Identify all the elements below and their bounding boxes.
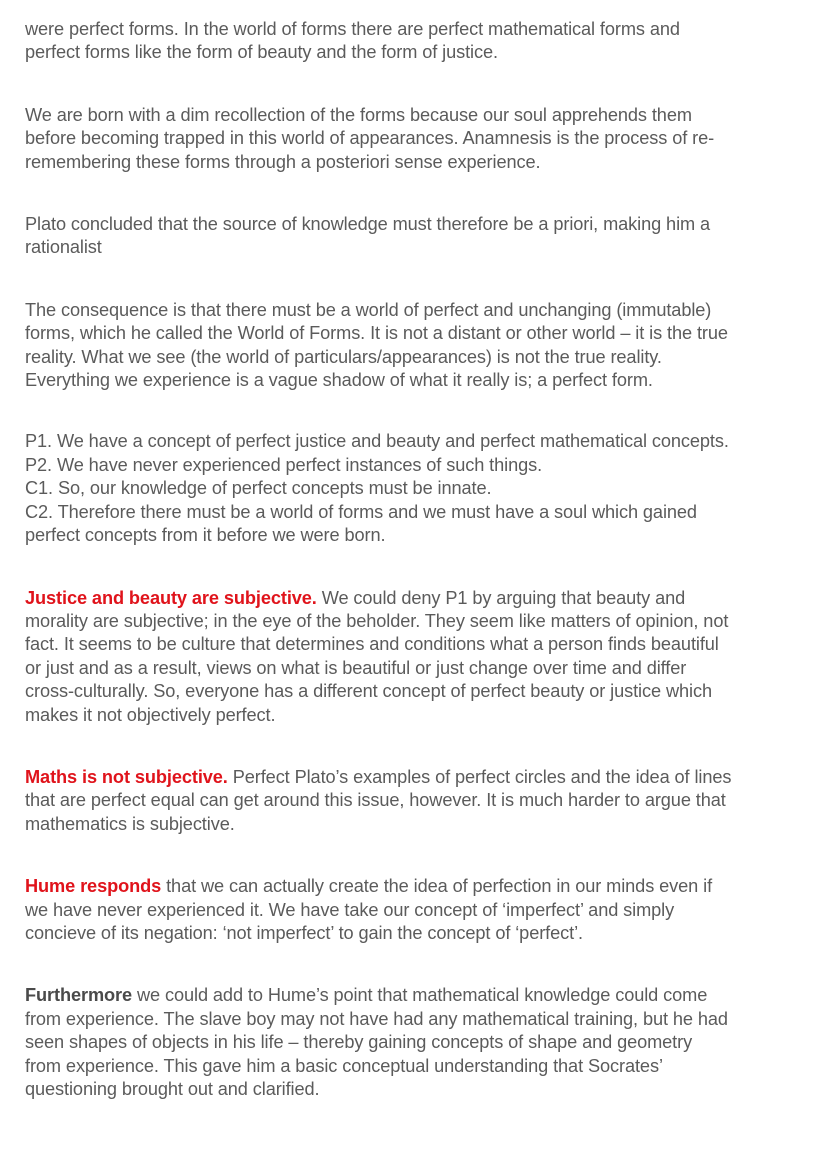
text-line: fact. It seems to be culture that determines and conditions what a person finds beautiful [25, 634, 719, 655]
text-line [25, 984, 815, 1007]
paragraph-subjective-objection [25, 587, 815, 727]
text-line [25, 875, 815, 898]
conclusion-c2: C2. Therefore there must be a world of forms and we must have a soul which gained [25, 501, 697, 522]
document-page [25, 18, 815, 1101]
heading-continuation: that we can actually create the idea of perfection in our minds even if [161, 876, 713, 897]
text-line: questioning brought out and clarified. [25, 1079, 320, 1099]
text-line: We are born with a dim recollection of the forms because our soul apprehends them [25, 104, 692, 125]
text-line: or just and as a result, views on what is beautiful or just change over time and differ [25, 657, 687, 678]
text-line: from experience. This gave him a basic conceptual understanding that Socrates’ [25, 1055, 663, 1076]
heading-continuation: Perfect Plato’s examples of perfect circles and the idea of lines [227, 766, 732, 787]
conclusion-c1: C1. So, our knowledge of perfect concepts must be innate. [25, 478, 492, 499]
paragraph-perfect-forms [25, 18, 815, 65]
heading-furthermore: Furthermore [25, 985, 133, 1006]
heading-hume-responds: Hume responds [25, 876, 162, 897]
text-line: cross-culturally. So, everyone has a different concept of perfect beauty or justice which [25, 681, 712, 702]
text-line: rationalist [25, 237, 102, 258]
paragraph-anamnesis [25, 104, 815, 174]
text-line: makes it not objectively perfect. [25, 704, 276, 725]
heading-continuation: We could deny P1 by arguing that beauty and [316, 587, 686, 608]
text-line: remembering these forms through a posteriori sense experience. [25, 151, 541, 172]
paragraph-world-of-forms [25, 299, 815, 393]
premise-p1: P1. We have a concept of perfect justice and beauty and perfect mathematical concepts. [25, 431, 729, 452]
text-line: perfect concepts from it before we were born. [25, 525, 386, 546]
text-line: concieve of its negation: ‘not imperfect’ to gain the concept of ‘perfect’. [25, 922, 583, 943]
text-line: we have never experienced it. We have take our concept of ‘imperfect’ and simply [25, 899, 675, 920]
heading-continuation: we could add to Hume’s point that mathematical knowledge could come [132, 985, 708, 1006]
text-line: perfect forms like the form of beauty and the form of justice. [25, 42, 498, 63]
heading-justice-beauty-subjective: Justice and beauty are subjective. [25, 587, 317, 608]
text-line: that are perfect equal can get around this issue, however. It is much harder to argue that [25, 790, 726, 811]
text-line [25, 587, 815, 610]
text-line: Everything we experience is a vague shadow of what it really is; a perfect form. [25, 370, 653, 391]
paragraph-rationalist [25, 213, 815, 260]
text-line: before becoming trapped in this world of appearances. Anamnesis is the process of re- [25, 128, 715, 149]
text-line: were perfect forms. In the world of forms there are perfect mathematical forms and [25, 19, 680, 39]
paragraph-furthermore [25, 984, 815, 1101]
text-line: The consequence is that there must be a world of perfect and unchanging (immutable) [25, 299, 712, 320]
premise-p2: P2. We have never experienced perfect instances of such things. [25, 454, 543, 475]
text-line: morality are subjective; in the eye of the beholder. They seem like matters of opinion, not [25, 610, 729, 631]
text-line: from experience. The slave boy may not have had any mathematical training, but he had [25, 1008, 728, 1029]
text-line: seen shapes of objects in his life – thereby gaining concepts of shape and geometry [25, 1032, 693, 1053]
text-line [25, 766, 815, 789]
text-line: forms, which he called the World of Forms. It is not a distant or other world – it is the true [25, 323, 728, 344]
text-line: reality. What we see (the world of particulars/appearances) is not the true reality. [25, 346, 662, 367]
paragraph-maths-not-subjective [25, 766, 815, 836]
paragraph-argument-premises [25, 430, 815, 547]
paragraph-hume-responds [25, 875, 815, 945]
text-line: Plato concluded that the source of knowledge must therefore be a priori, making him a [25, 214, 711, 235]
text-line: mathematics is subjective. [25, 813, 235, 834]
heading-maths-not-subjective: Maths is not subjective. [25, 766, 228, 787]
